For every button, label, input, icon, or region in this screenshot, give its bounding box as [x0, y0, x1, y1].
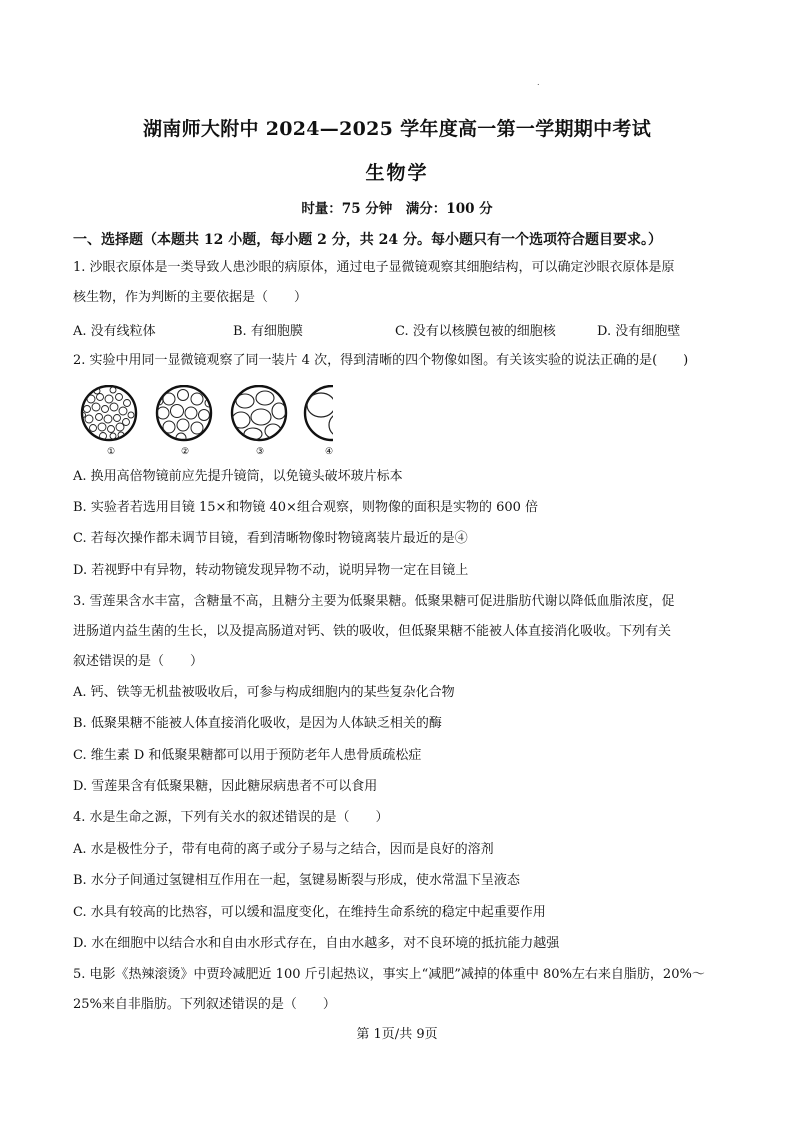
q4-stem: 4. 水是生命之源，下列有关水的叙述错误的是（ ） — [73, 810, 389, 825]
section-heading: 一、选择题（本题共 12 小题，每小题 2 分，共 24 分。每小题只有一个选项符合题目要求。） — [73, 232, 662, 248]
figure-label-1: ① — [107, 447, 116, 457]
q2-stem: 2. 实验中用同一显微镜观察了同一装片 4 次，得到清晰的四个物像如图。有关该实验的说法正确的是( ) — [73, 353, 689, 368]
q3-option-d: D. 雪莲果含有低聚果糖，因此糖尿病患者不可以食用 — [73, 779, 378, 794]
q4-option-b: B. 水分子间通过氢键相互作用在一起，氢键易断裂与形成，使水常温下呈液态 — [73, 873, 520, 888]
q1-stem-line1: 1. 沙眼衣原体是一类导致人患沙眼的病原体，通过电子显微镜观察其细胞结构，可以确定沙眼衣原体是原 — [73, 260, 675, 275]
figure-label-4: ④ — [325, 447, 333, 457]
q3-option-b: B. 低聚果糖不能被人体直接消化吸收，是因为人体缺乏相关的酶 — [73, 716, 442, 731]
q3-stem-line2: 进肠道内益生菌的生长，以及提高肠道对钙、铁的吸收，但低聚果糖不能被人体直接消化吸收。下列有关 — [73, 624, 672, 639]
q3-option-a: A. 钙、铁等无机盐被吸收后，可参与构成细胞内的某些复杂化合物 — [73, 685, 455, 700]
field-of-view-4 — [305, 386, 333, 440]
stray-dot: . — [537, 78, 540, 87]
q1-option-c: C. 没有以核膜包被的细胞核 — [395, 324, 556, 339]
q5-stem-line2: 25%来自非脂肪。下列叙述错误的是（ ） — [73, 997, 336, 1012]
q2-option-a: A. 换用高倍物镜前应先提升镜筒，以免镜头破坏玻片标本 — [73, 469, 403, 484]
q2-option-d: D. 若视野中有异物，转动物镜发现异物不动，说明异物一定在目镜上 — [73, 563, 469, 578]
page-footer: 第 1页/共 9页 — [356, 1027, 438, 1042]
q3-stem-line3: 叙述错误的是（ ） — [73, 654, 204, 669]
q1-option-d: D. 没有细胞壁 — [597, 324, 681, 339]
q1-option-b: B. 有细胞膜 — [233, 324, 303, 339]
q1-options — [73, 320, 723, 338]
q3-stem-line1: 3. 雪莲果含水丰富，含糖量不高，且糖分主要为低聚果糖。低聚果糖可促进脂肪代谢以降低血脂浓度，促 — [73, 594, 675, 609]
figure-label-2: ② — [181, 447, 190, 457]
q2-option-c: C. 若每次操作都未调节目镜，看到清晰物像时物镜离装片最近的是④ — [73, 531, 468, 546]
q1-stem-line2: 核生物，作为判断的主要依据是（ ） — [73, 290, 308, 305]
q4-option-c: C. 水具有较高的比热容，可以缓和温度变化，在维持生命系统的稳定中起重要作用 — [73, 905, 546, 920]
microscope-figure — [73, 385, 333, 457]
subject-title: 生物学 — [365, 162, 429, 184]
exam-title: 湖南师大附中 2024—2025 学年度高一第一学期期中考试 — [143, 118, 651, 140]
exam-meta: 时量：75 分钟 满分：100 分 — [301, 201, 493, 217]
q4-option-a: A. 水是极性分子，带有电荷的离子或分子易与之结合，因而是良好的溶剂 — [73, 842, 494, 857]
q4-option-d: D. 水在细胞中以结合水和自由水形式存在，自由水越多，对不良环境的抵抗能力越强 — [73, 936, 560, 951]
field-of-view-1 — [81, 386, 137, 440]
q1-option-a: A. 没有线粒体 — [73, 324, 156, 339]
q5-stem-line1: 5. 电影《热辣滚烫》中贾玲减肥近 100 斤引起热议，事实上“减肥”减掉的体重中 80%左右来自脂肪，20%～ — [73, 967, 705, 982]
figure-label-3: ③ — [256, 447, 265, 457]
field-of-view-2 — [155, 386, 213, 443]
q2-option-b: B. 实验者若选用目镜 15×和物镜 40×组合观察，则物像的面积是实物的 600 倍 — [73, 500, 539, 515]
field-of-view-3 — [232, 386, 286, 440]
q3-option-c: C. 维生素 D 和低聚果糖都可以用于预防老年人患骨质疏松症 — [73, 748, 422, 763]
